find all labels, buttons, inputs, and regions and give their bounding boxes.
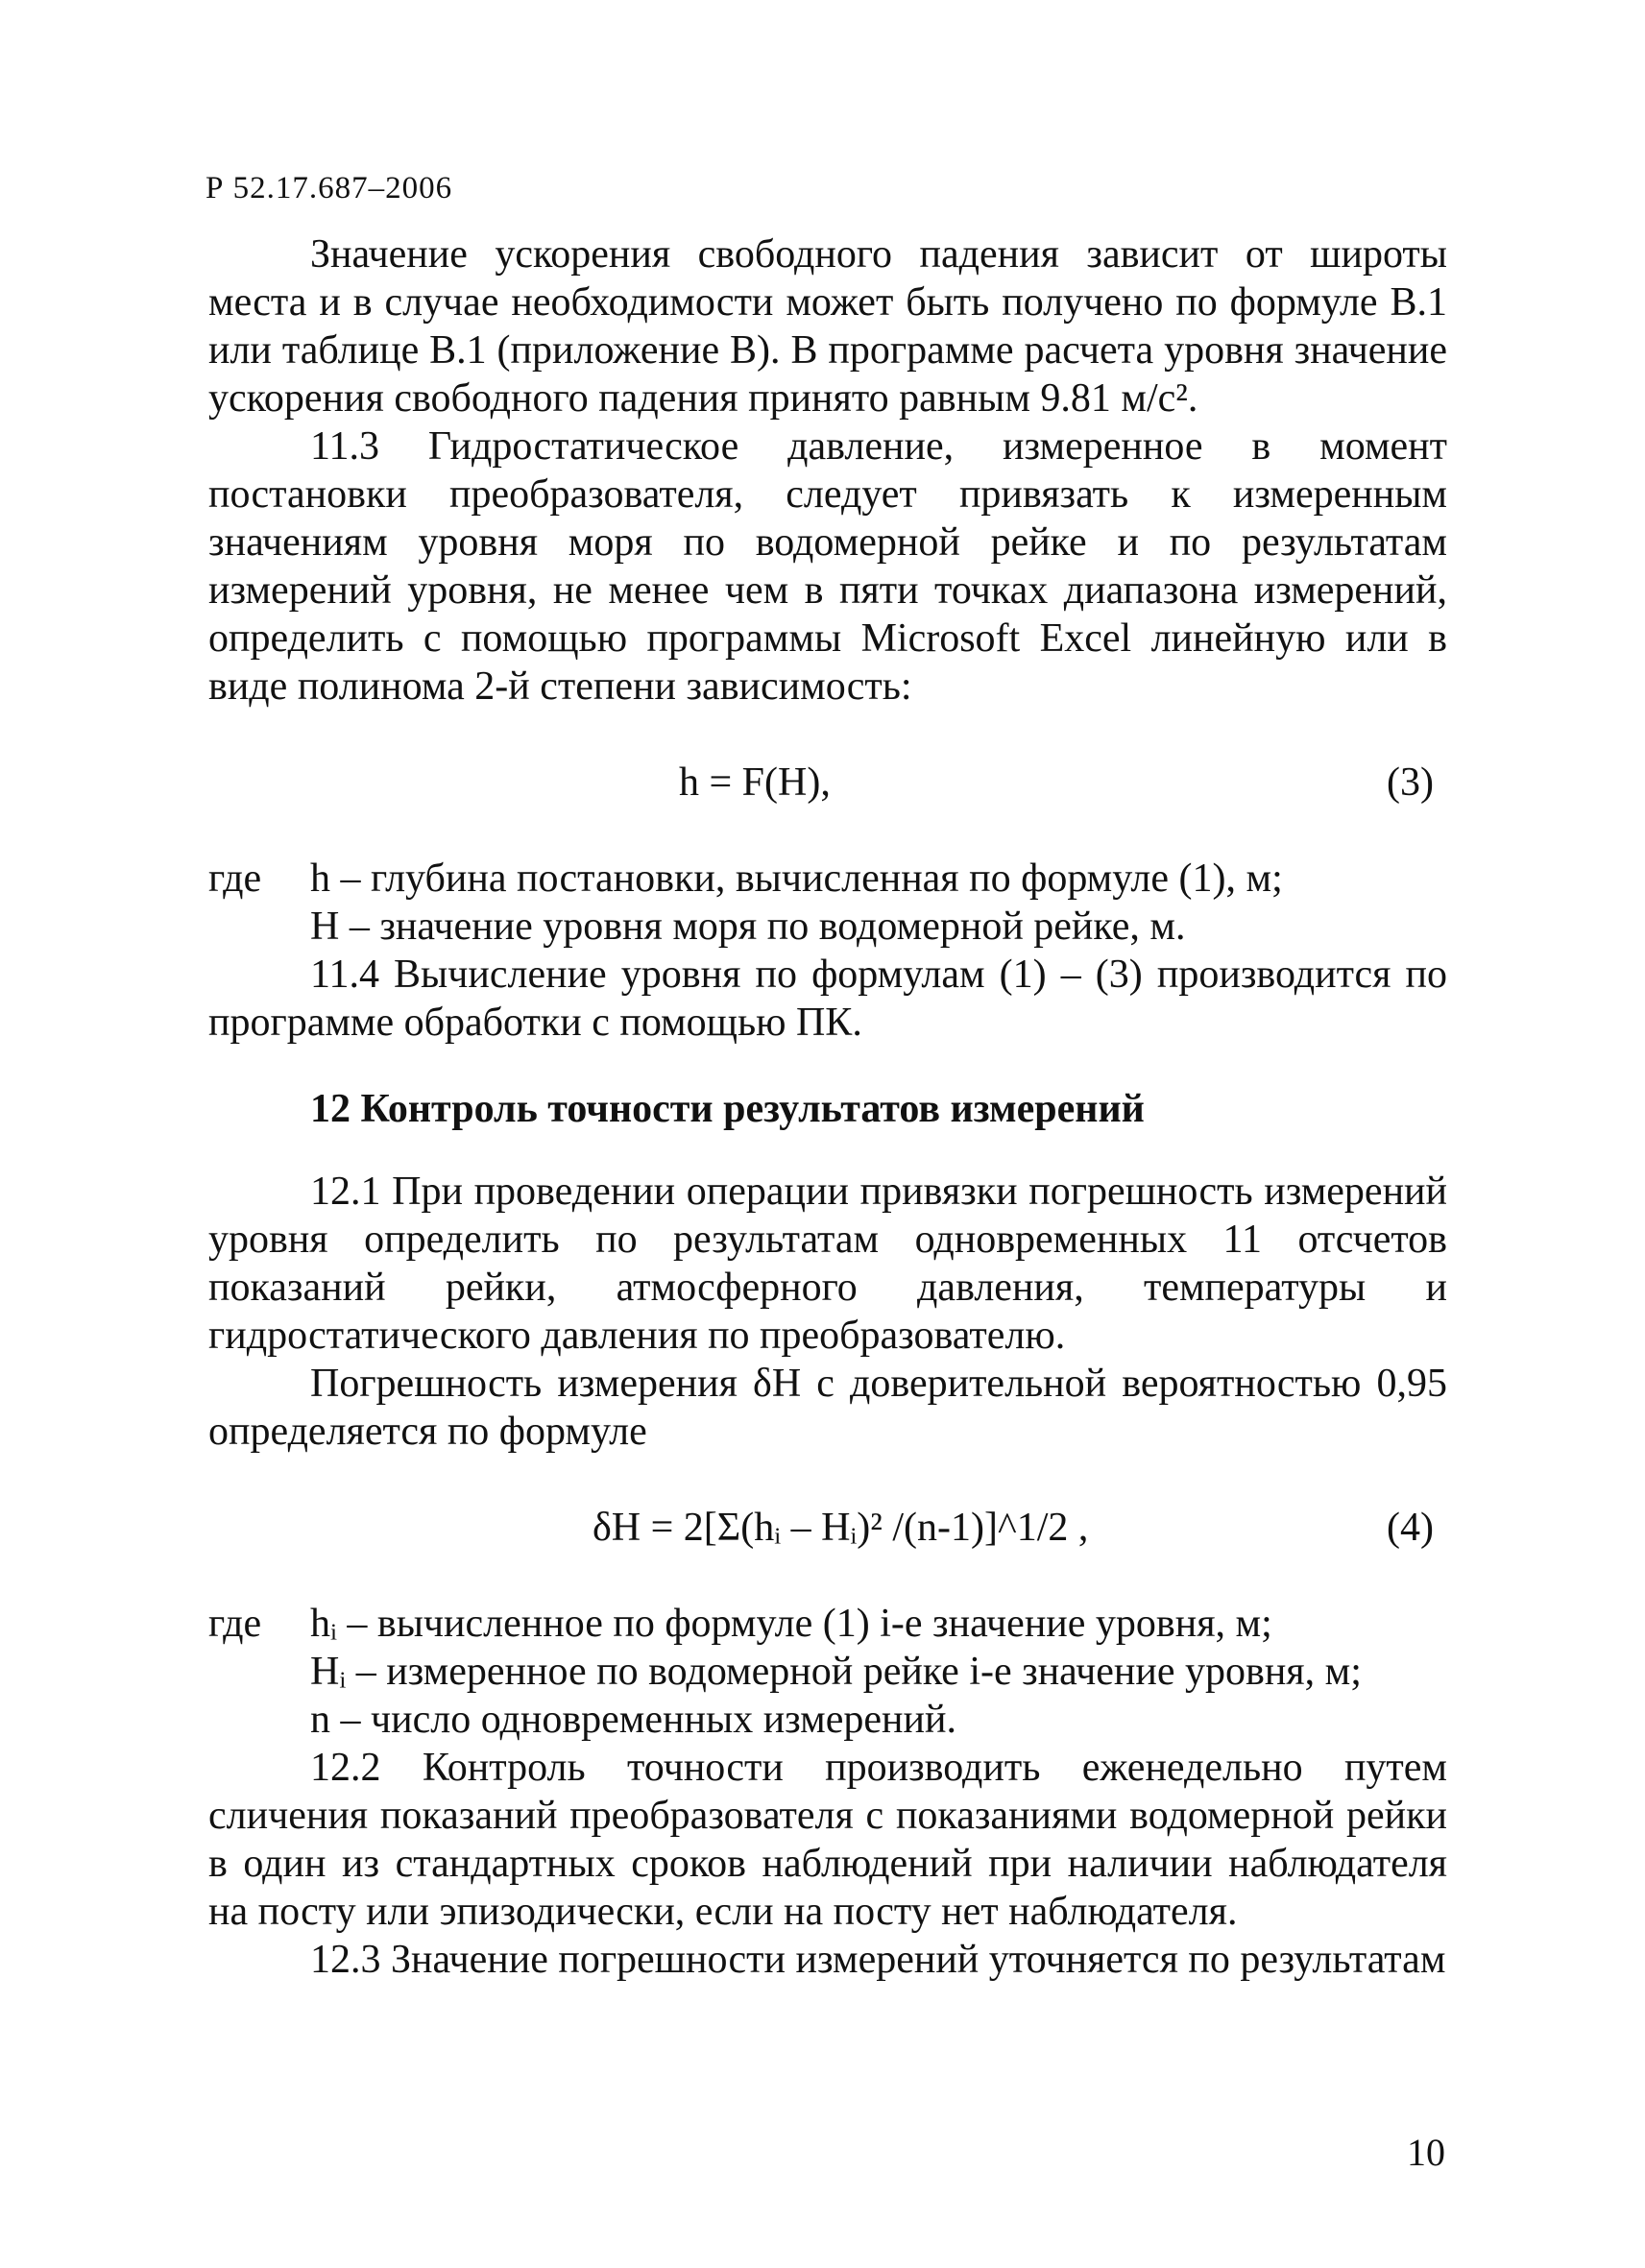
where-4-line-3: n – число одновременных измерений. <box>310 1698 956 1742</box>
where-4-line-1: hᵢ – вычисленное по формуле (1) i-е значение уровня, м; <box>310 1602 1272 1646</box>
paragraph-11-3: 11.3 Гидростатическое давление, измеренное в момент постановки преобразователя, следует привязать к измеренным значениям уровня моря по водомерной рейке и по результатам измерений уровня, не менее чем в пяти точках диапазона измерений, определить с помощью программы Microsoft Excel линейную или в виде полинома 2-й степени зависимость: <box>208 424 1447 709</box>
where-label: где <box>208 1602 262 1646</box>
paragraph-11-4: 11.4 Вычисление уровня по формулам (1) – (3) производится по программе обработки с помощью ПК. <box>208 953 1447 1045</box>
page-number: 10 <box>1407 2131 1445 2174</box>
paragraph-12-1: 12.1 При проведении операции привязки погрешность измерений уровня определить по результатам одновременных 11 отсчетов показаний рейки, атмосферного давления, температуры и гидростатического давления по преобразователю. <box>208 1170 1447 1358</box>
where-3-line-1: h – глубина постановки, вычисленная по формуле (1), м; <box>310 857 1283 901</box>
formula-3-number: (3) <box>1387 760 1434 805</box>
where-block-4 <box>208 1600 1447 1744</box>
where-4-line-2: Hᵢ – измеренное по водомерной рейке i-е значение уровня, м; <box>310 1650 1362 1694</box>
formula-3-expression: h = F(H), <box>679 760 831 805</box>
where-label: где <box>208 857 262 901</box>
formula-4 <box>208 1456 1447 1600</box>
page-body <box>208 230 1447 1984</box>
formula-4-expression: δН = 2[Σ(hᵢ – Hᵢ)² /(n-1)]^1/2 , <box>593 1506 1089 1550</box>
document-code-header: Р 52.17.687–2006 <box>206 171 453 205</box>
section-heading-12: 12 Контроль точности результатов измерений <box>310 1087 1145 1131</box>
paragraph-12-2: 12.2 Контроль точности производить еженедельно путем сличения показаний преобразователя с показаниями водомерной рейки в один из стандартных сроков наблюдений при наличии наблюдателя на посту или эпизодически, если на посту нет наблюдателя. <box>208 1746 1447 1934</box>
paragraph-error-def: Погрешность измерения δН с доверительной вероятностью 0,95 определяется по формуле <box>208 1362 1447 1454</box>
paragraph-12-3: 12.3 Значение погрешности измерений уточняется по результатам <box>310 1938 1446 1982</box>
paragraph-gravity: Значение ускорения свободного падения зависит от широты места и в случае необходимости может быть получено по формуле В.1 или таблице В.1 (приложение В). В программе расчета уровня значение ускорения свободного падения принято равным 9.81 м/с². <box>208 232 1447 421</box>
formula-4-number: (4) <box>1387 1506 1434 1550</box>
formula-3 <box>208 711 1447 855</box>
where-block-3 <box>208 855 1447 951</box>
where-3-line-2: Н – значение уровня моря по водомерной рейке, м. <box>310 905 1186 949</box>
